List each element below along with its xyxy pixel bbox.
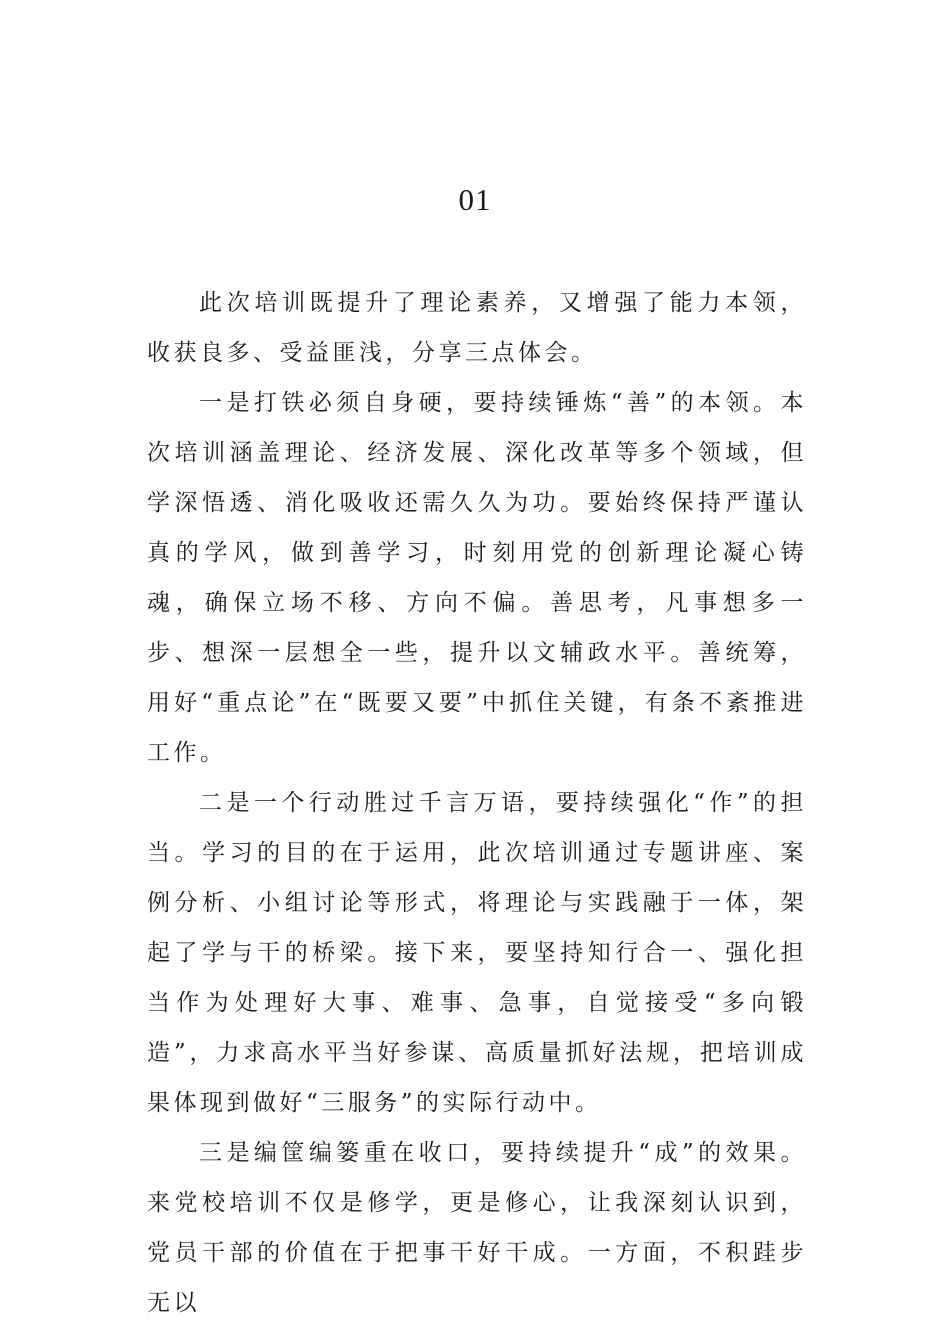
paragraph-point-two: 二是一个行动胜过千言万语，要持续强化“作”的担当。学习的目的在于运用，此次培训通过专题讲座、案例分析、小组讨论等形式，将理论与实践融于一体，架起了学与干的桥梁。接下来，要坚持知行合一、强化担当作为处理好大事、难事、急事，自觉接受“多向锻造”，力求高水平当好参谋、高质量抓好法规，把培训成果体现到做好“三服务”的实际行动中。 bbox=[147, 790, 807, 1116]
document-body bbox=[147, 278, 807, 1328]
paragraph-intro: 此次培训既提升了理论素养，又增强了能力本领，收获良多、受益匪浅，分享三点体会。 bbox=[147, 290, 807, 366]
paragraph-point-one: 一是打铁必须自身硬，要持续锤炼“善”的本领。本次培训涵盖理论、经济发展、深化改革等多个领域，但学深悟透、消化吸收还需久久为功。要始终保持严谨认真的学风，做到善学习，时刻用党的创新理论凝心铸魂，确保立场不移、方向不偏。善思考，凡事想多一步、想深一层想全一些，提升以文辅政水平。善统筹，用好“重点论”在“既要又要”中抓住关键，有条不紊推进工作。 bbox=[147, 390, 807, 766]
paragraph-point-three: 三是编筐编篓重在收口，要持续提升“成”的效果。来党校培训不仅是修学，更是修心，让我深刻认识到，党员干部的价值在于把事干好干成。一方面，不积跬步无以 bbox=[147, 1140, 807, 1316]
section-heading: 01 bbox=[458, 182, 492, 217]
